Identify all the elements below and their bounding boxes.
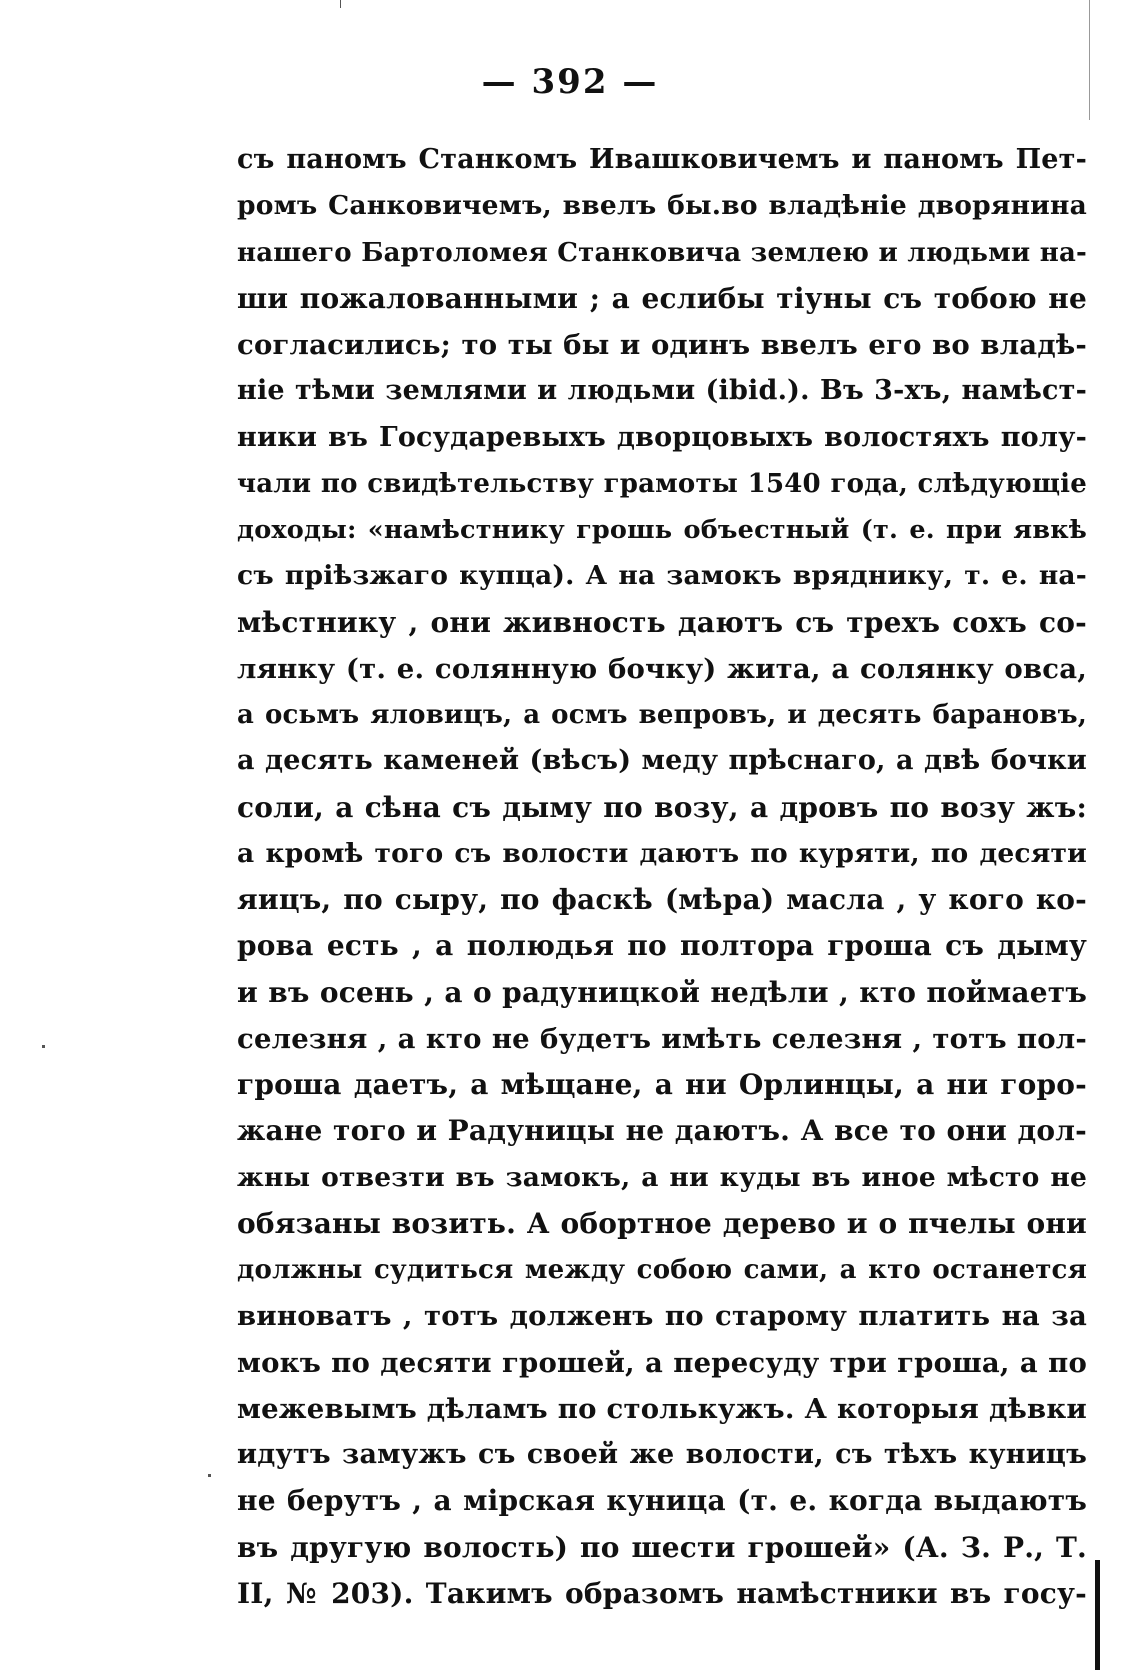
text-line: мокъ по десяти грошей, а пересуду три гроша, а по xyxy=(237,1346,1087,1379)
text-line: доходы: «намѣстнику грошь объестный (т. е. при явкѣ xyxy=(237,515,1087,545)
text-line: а десять каменей (вѣсъ) меду прѣснаго, а двѣ бочки xyxy=(237,745,1087,777)
text-line: въ другую волость) по шести грошей» (А. З. Р., Т. xyxy=(237,1530,1087,1564)
text-line: мѣстнику , они живность даютъ съ трехъ сохъ со- xyxy=(237,605,1087,639)
text-line: съ пріѣзжаго купца). А на замокъ вряднику, т. е. на- xyxy=(237,560,1087,592)
text-line: II, № 203). Такимъ образомъ намѣстники въ госу- xyxy=(237,1576,1087,1610)
text-line: ромъ Санковичемъ, ввелъ бы.во владѣніе дворянина xyxy=(237,190,1087,222)
text-line: селезня , а кто не будетъ имѣть селезня , тотъ пол- xyxy=(237,1022,1087,1055)
text-line: должны судиться между собою сами, а кто останется xyxy=(237,1255,1087,1285)
text-line: жане того и Радуницы не даютъ. А все то они дол- xyxy=(237,1114,1087,1148)
text-line: чали по свидѣтельству грамоты 1540 года, слѣдующіе xyxy=(237,468,1087,499)
text-line: соли, а сѣна съ дыму по возу, а дровъ по возу жъ: xyxy=(237,790,1087,824)
scan-speck xyxy=(208,1474,211,1477)
text-line: гроша даетъ, а мѣщане, а ни Орлинцы, а ни горо- xyxy=(237,1068,1087,1101)
text-line: съ паномъ Станкомъ Ивашковичемъ и паномъ Пет- xyxy=(237,144,1087,175)
text-line: не берутъ , а мірская куница (т. е. когда выдаютъ xyxy=(237,1484,1087,1518)
text-line: ши пожалованными ; а еслибы тіуны съ тобою не xyxy=(237,281,1087,315)
text-line: и въ осень , а о радуницкой недѣли , кто поймаетъ xyxy=(237,975,1087,1009)
text-line: ніе тѣми землями и людьми (ibid.). Въ 3-хъ, намѣст- xyxy=(237,375,1087,407)
scan-speck xyxy=(340,0,341,8)
text-line: а осьмъ яловицъ, а осмъ вепровъ, и десять барановъ, xyxy=(237,700,1087,730)
page-number: — 392 — xyxy=(481,62,659,102)
text-line: идутъ замужъ съ своей же волости, съ тѣхъ куницъ xyxy=(237,1439,1087,1470)
text-line: межевымъ дѣламъ по столькужъ. А которыя дѣвки xyxy=(237,1392,1087,1425)
text-line: обязаны возить. А обортное дерево и о пчелы они xyxy=(237,1206,1087,1240)
text-line: яицъ, по сыру, по фаскѣ (мѣра) масла , у кого ко- xyxy=(237,883,1087,916)
text-line: согласились; то ты бы и одинъ ввелъ его во владѣ- xyxy=(237,329,1087,361)
text-line: виноватъ , тотъ долженъ по старому платить на за xyxy=(237,1300,1087,1333)
text-line: жны отвезти въ замокъ, а ни куды въ иное мѣсто не xyxy=(237,1161,1087,1193)
scan-speck xyxy=(42,1045,45,1048)
text-line: лянку (т. е. солянную бочку) жита, а солянку овса, xyxy=(237,652,1087,685)
text-line: нашего Бартоломея Станковича землею и людьми на- xyxy=(237,237,1087,268)
text-line: ники въ Государевыхъ дворцовыхъ волостяхъ полу- xyxy=(237,421,1087,453)
text-line: рова есть , а полюдья по полтора гроша съ дыму xyxy=(237,929,1087,963)
scan-edge-mark xyxy=(1095,1560,1100,1670)
body-text xyxy=(237,137,1087,1617)
text-line: а кромѣ того съ волости даютъ по куряти, по десяти xyxy=(237,837,1087,869)
